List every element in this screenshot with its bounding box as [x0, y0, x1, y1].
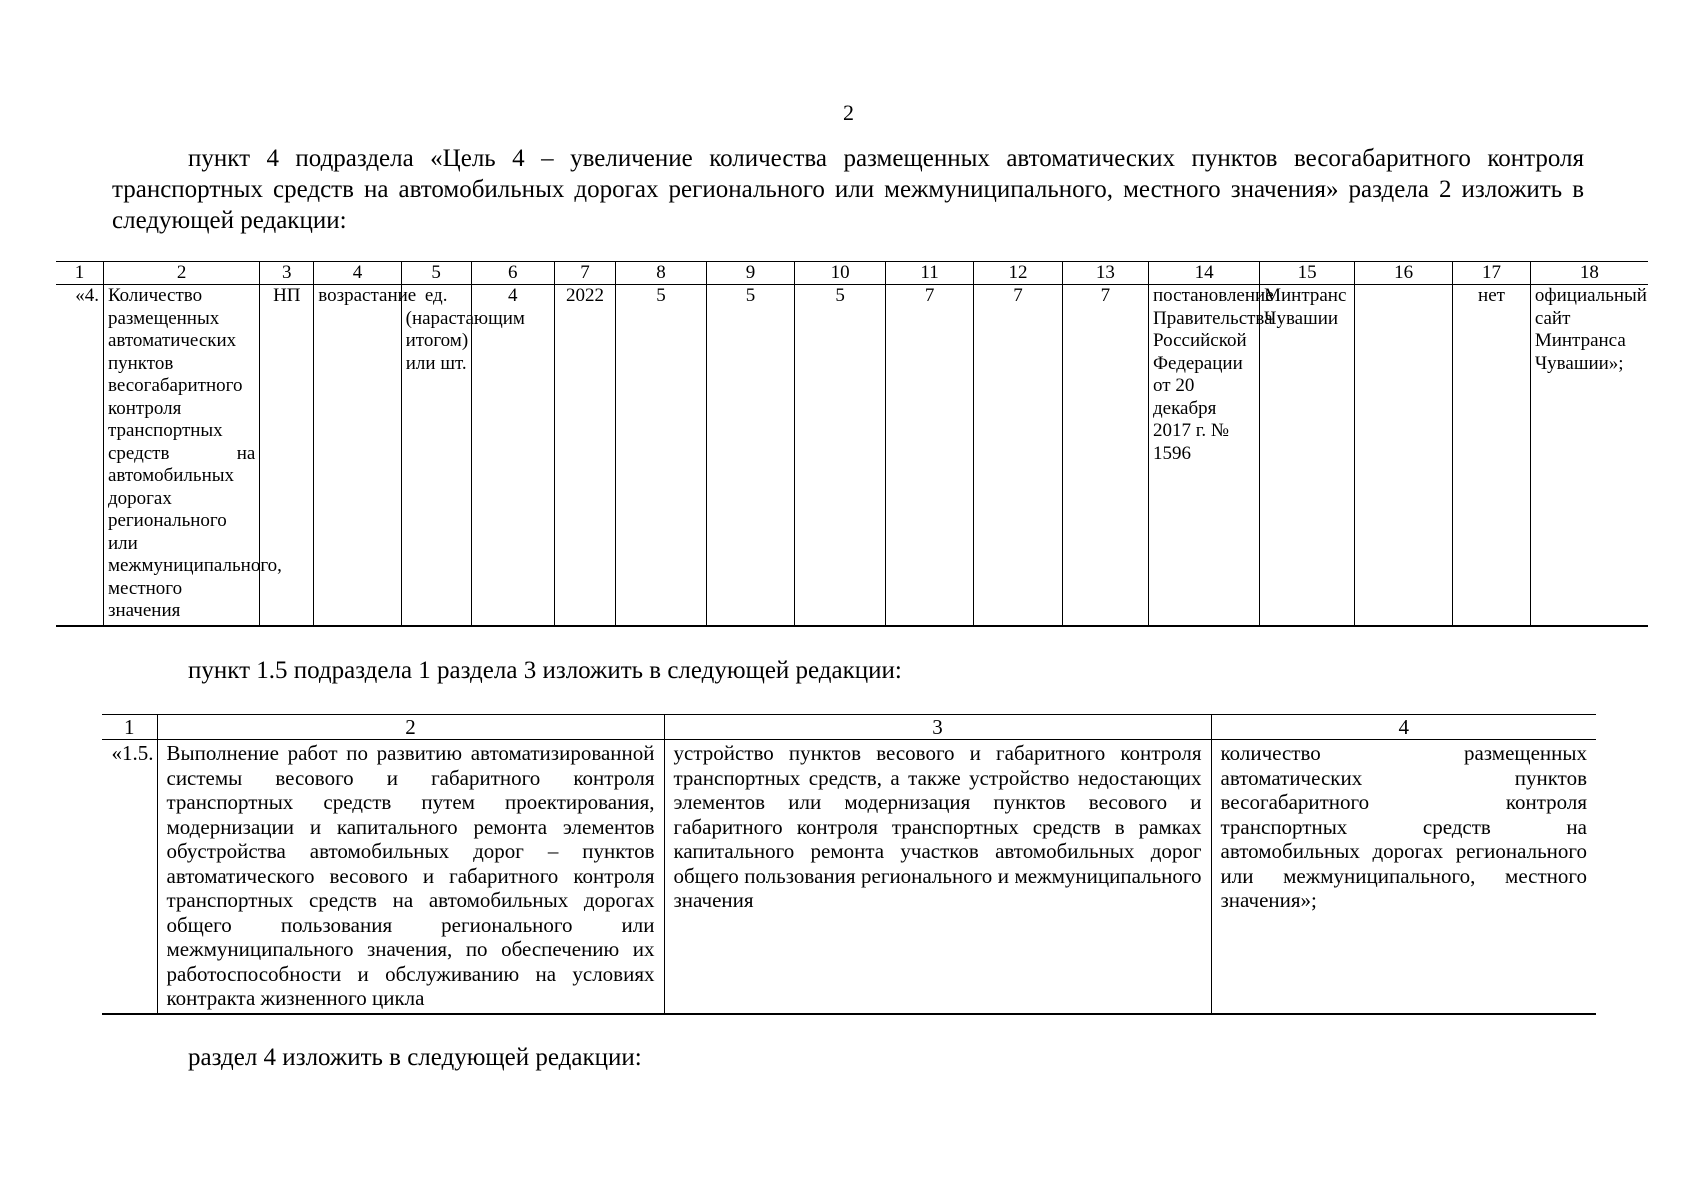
table-header-row: [102, 715, 1596, 740]
column-header: 7: [554, 262, 615, 285]
column-header: 16: [1355, 262, 1453, 285]
cell-source: официальный сайт Минтранса Чувашии»;: [1530, 285, 1648, 627]
cell-value: 5: [795, 285, 886, 627]
table-row: [102, 740, 1596, 1015]
cell-value: 5: [616, 285, 707, 627]
column-header: 10: [795, 262, 886, 285]
column-header: 12: [974, 262, 1062, 285]
column-header: 11: [885, 262, 973, 285]
cell-description: устройство пунктов весового и габаритного контроля транспортных средств, а также устройство недостающих элементов или модернизация пунктов весового и габаритного контроля транспортных средств в рамках капитального ремонта участков автомобильных дорог общего пользования регионального и межмуниципального значения: [664, 740, 1211, 1015]
cell-direction: возрастание: [314, 285, 401, 627]
column-header: 3: [664, 715, 1211, 740]
cell-value: 7: [974, 285, 1062, 627]
column-header: 17: [1453, 262, 1531, 285]
column-header: 8: [616, 262, 707, 285]
column-header: 3: [260, 262, 314, 285]
table-row: [56, 285, 1648, 627]
column-header: 9: [706, 262, 794, 285]
cell-base-value: 4: [471, 285, 554, 627]
cell-number: «1.5.: [102, 740, 157, 1015]
page-number: 2: [843, 100, 854, 125]
cell-base-year: 2022: [554, 285, 615, 627]
cell-indicator: количество размещенных автоматических пунктов весогабаритного контроля транспортных средств на автомобильных дорогах регионального или межмуниципального, местного значения»;: [1211, 740, 1596, 1015]
cell-unit: ед. (нарастающим итогом) или шт.: [401, 285, 471, 627]
column-header: 1: [102, 715, 157, 740]
cell-type: НП: [260, 285, 314, 627]
table-header-row: [56, 262, 1648, 285]
cell-measure: Выполнение работ по развитию автоматизированной системы весового и габаритного контроля транспортных средств путем проектирования, модернизации и капитального ремонта элементов обустройства автомобильных дорог – пунктов автоматического весового и габаритного контроля транспортных средств на автомобильных дорогах общего пользования регионального или межмуниципального значения, по обеспечению их работоспособности и обслуживанию на условиях контракта жизненного цикла: [157, 740, 664, 1015]
section-paragraph: пункт 1.5 подраздела 1 раздела 3 изложить в следующей редакции:: [188, 657, 902, 684]
cell-indicator-name: Количество размещенных автоматических пунктов весогабаритного контроля транспортных средств на автомобильных дорогах регионального или межмуниципального, местного значения: [103, 285, 259, 627]
cell-empty: [1355, 285, 1453, 627]
cell-value: 7: [1062, 285, 1148, 627]
column-header: 2: [157, 715, 664, 740]
column-header: 13: [1062, 262, 1148, 285]
column-header: 18: [1530, 262, 1648, 285]
column-header: 6: [471, 262, 554, 285]
column-header: 15: [1260, 262, 1355, 285]
column-header: 4: [1211, 715, 1596, 740]
column-header: 2: [103, 262, 259, 285]
cell-number: «4.: [56, 285, 103, 627]
measures-table: [102, 714, 1596, 1015]
cell-value: 7: [885, 285, 973, 627]
column-header: 5: [401, 262, 471, 285]
column-header: 1: [56, 262, 103, 285]
section-paragraph: раздел 4 изложить в следующей редакции:: [188, 1044, 642, 1071]
column-header: 4: [314, 262, 401, 285]
cell-flag: нет: [1453, 285, 1531, 627]
cell-responsible: Минтранс Чувашии: [1260, 285, 1355, 627]
column-header: 14: [1149, 262, 1260, 285]
intro-paragraph: пункт 4 подраздела «Цель 4 – увеличение количества размещенных автоматических пунктов весогабаритного контроля транспортных средств на автомобильных дорогах регионального или межмуниципального, местного значения» раздела 2 изложить в следующей редакции:: [112, 145, 1584, 234]
cell-value: 5: [706, 285, 794, 627]
cell-document: постановление Правительства Российской Федерации от 20 декабря 2017 г. № 1596: [1149, 285, 1260, 627]
goal-indicators-table: [56, 261, 1648, 627]
